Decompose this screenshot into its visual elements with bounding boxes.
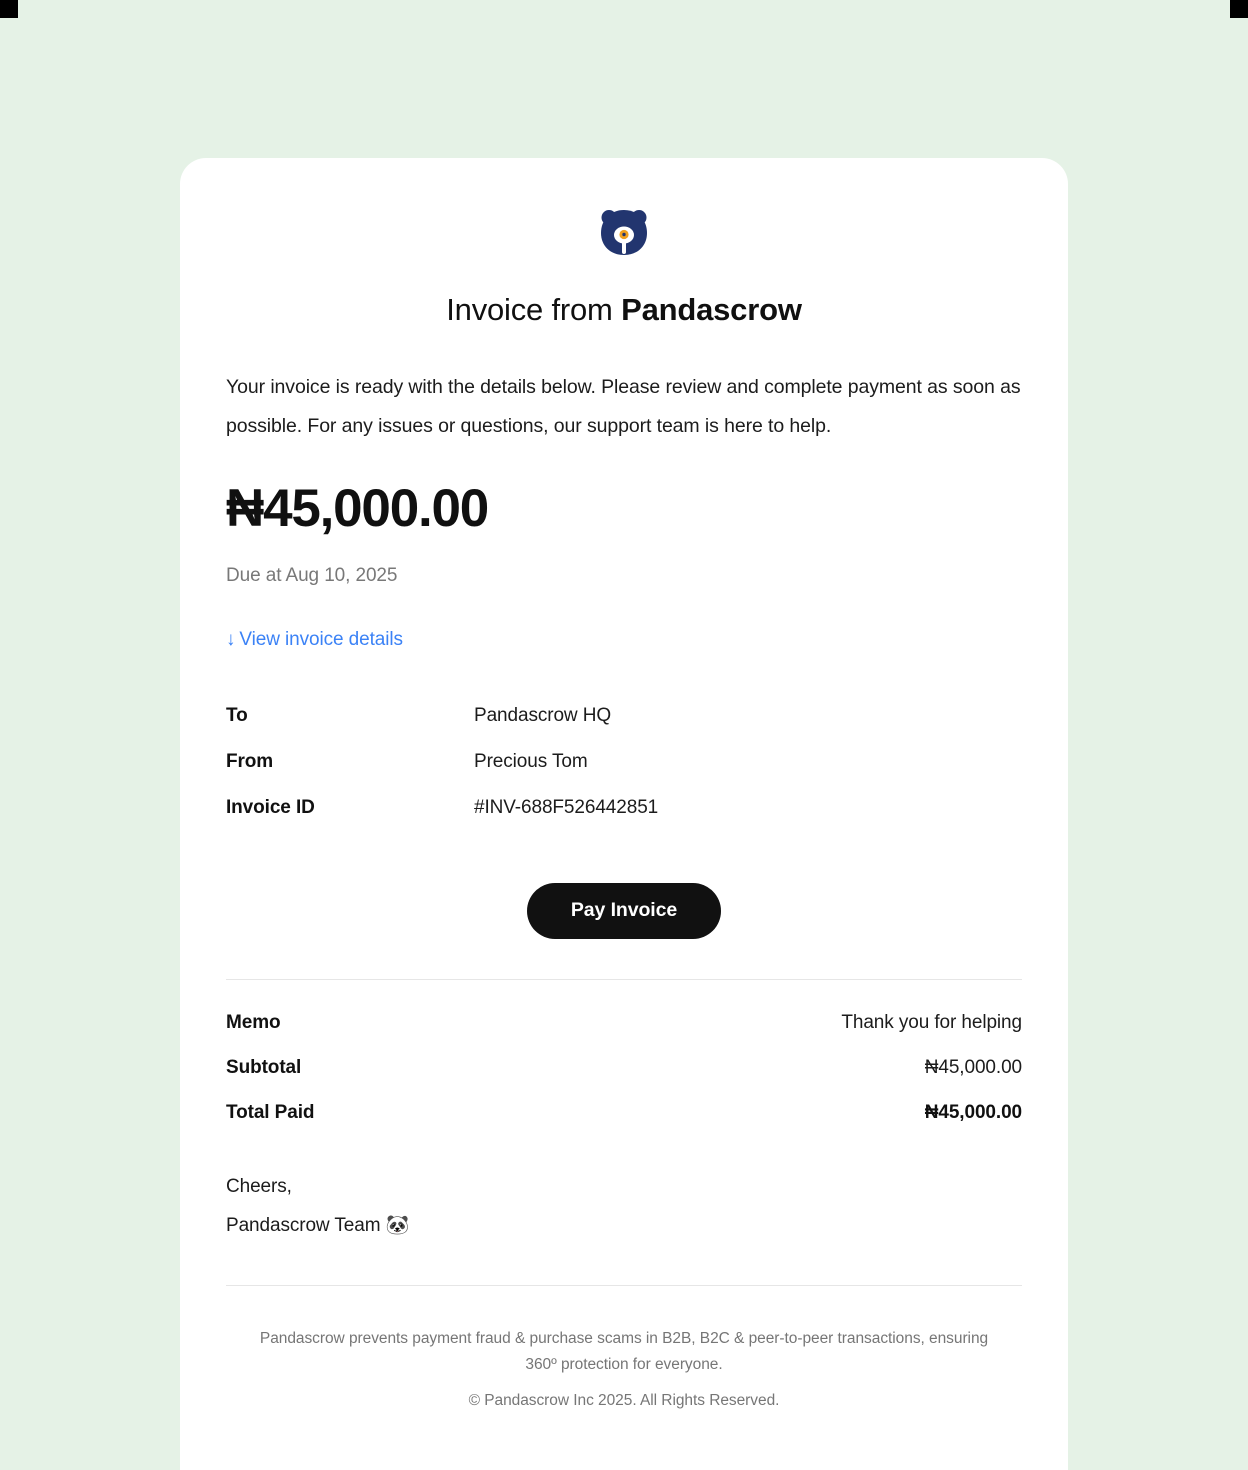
signoff-line-2: Pandascrow Team 🐼 <box>226 1214 410 1236</box>
invoice-amount: ₦45,000.00 <box>226 479 489 538</box>
summary-divider <box>226 979 1022 980</box>
invoice-details-table <box>226 705 1022 819</box>
detail-value-invoice-id: #INV-688F526442851 <box>474 796 659 818</box>
view-invoice-details-link[interactable] <box>226 629 403 651</box>
footer-copyright: © Pandascrow Inc 2025. All Rights Reserved. <box>468 1391 780 1409</box>
footer-divider <box>226 1285 1022 1286</box>
summary-value-total-paid: ₦45,000.00 <box>924 1101 1022 1123</box>
logo-container <box>180 158 1068 260</box>
title-prefix: Invoice from <box>446 292 622 327</box>
brand-name: Pandascrow <box>621 292 802 327</box>
pay-invoice-button[interactable]: Pay Invoice <box>527 883 721 939</box>
intro-paragraph: Your invoice is ready with the details below. Please review and complete payment as soon as possible. For any issues or questions, our support team is here to help. <box>226 376 1021 437</box>
detail-label-invoice-id: Invoice ID <box>226 796 315 818</box>
detail-value-to: Pandascrow HQ <box>474 704 612 726</box>
due-date-label: Due at Aug 10, 2025 <box>226 564 398 586</box>
invoice-summary-table <box>226 1012 1022 1124</box>
invoice-email-card <box>180 158 1068 1470</box>
cta-container <box>226 883 1022 939</box>
signoff-line-1: Cheers, <box>226 1175 292 1197</box>
card-content <box>180 368 1068 1410</box>
table-row <box>226 705 1022 751</box>
summary-value-subtotal: ₦45,000.00 <box>924 1056 1022 1078</box>
table-row <box>226 1057 1022 1102</box>
down-arrow-icon: ↓ <box>226 628 236 650</box>
detail-value-from: Precious Tom <box>474 750 588 772</box>
page-title <box>180 292 1068 328</box>
email-footer <box>226 1326 1022 1410</box>
view-invoice-details-label: View invoice details <box>239 628 403 650</box>
table-row <box>226 1102 1022 1124</box>
top-left-corner-artifact <box>0 0 18 18</box>
table-row <box>226 751 1022 797</box>
signoff-block <box>226 1167 1022 1245</box>
footer-tagline: Pandascrow prevents payment fraud & purchase scams in B2B, B2C & peer-to-peer transactions, ensuring 360º protection for everyone. <box>259 1329 989 1373</box>
summary-label-total-paid: Total Paid <box>226 1101 315 1123</box>
summary-label-subtotal: Subtotal <box>226 1056 302 1078</box>
detail-label-from: From <box>226 750 274 772</box>
summary-value-memo: Thank you for helping <box>841 1011 1022 1033</box>
bear-head-logo-icon <box>596 204 652 260</box>
top-right-corner-artifact <box>1230 0 1248 18</box>
table-row <box>226 1012 1022 1057</box>
table-row <box>226 797 1022 819</box>
detail-label-to: To <box>226 704 248 726</box>
summary-label-memo: Memo <box>226 1011 281 1033</box>
